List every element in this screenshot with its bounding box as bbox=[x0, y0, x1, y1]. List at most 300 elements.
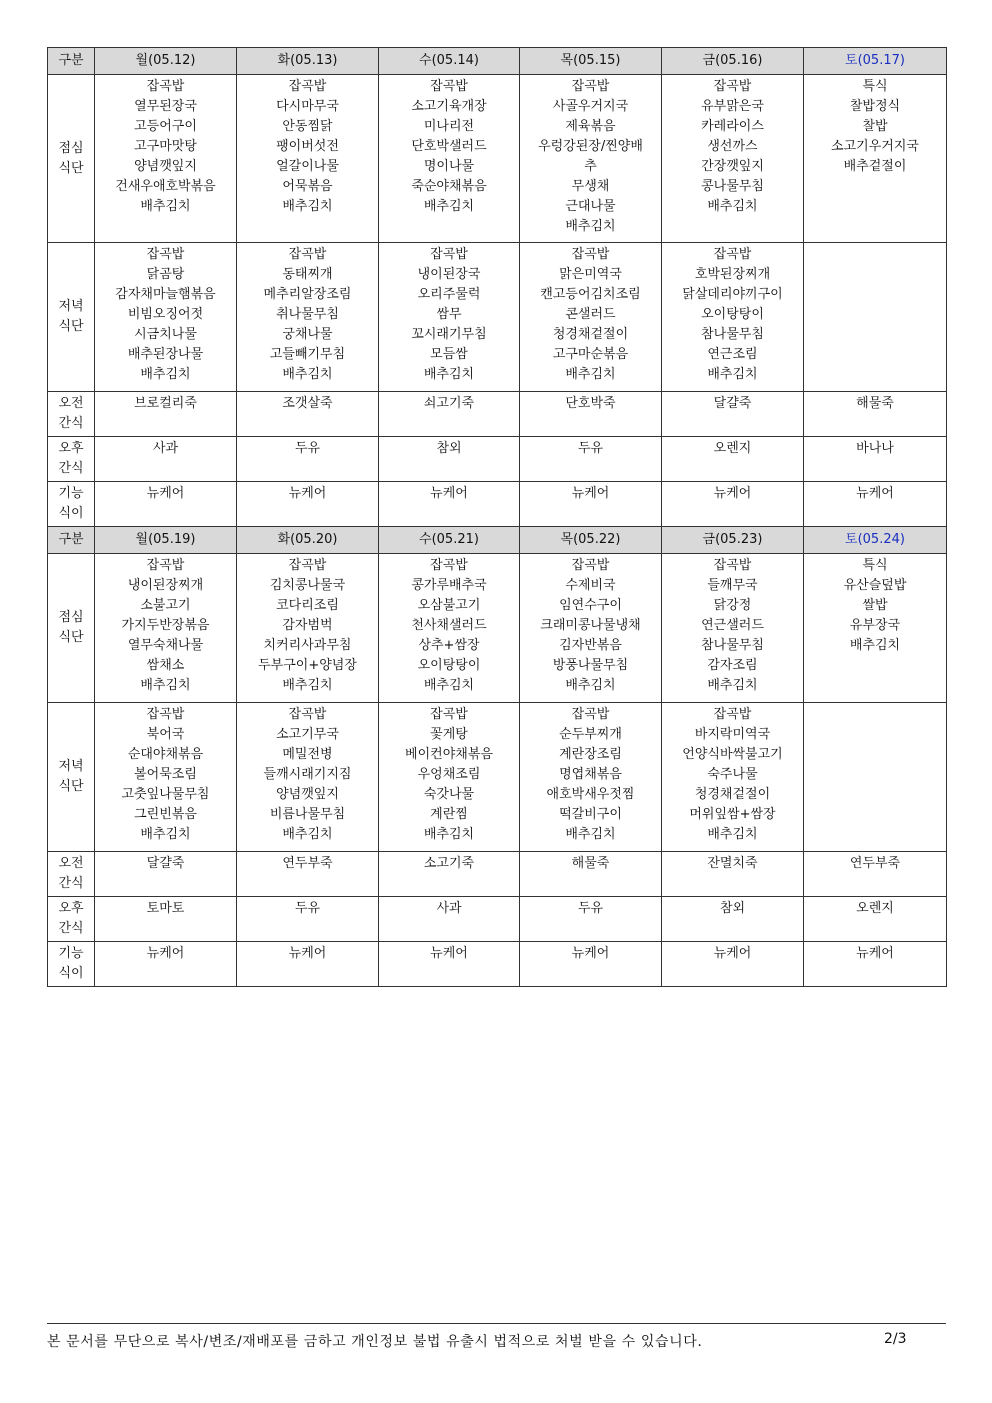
menu-item: 닭곰탕 bbox=[146, 267, 185, 282]
footer-notice: 본 문서를 무단으로 복사/변조/재배포를 금하고 개인정보 불법 유출시 법적으로 처벌 받을 수 있습니다. bbox=[47, 1334, 703, 1350]
row-label-line: 식이 bbox=[58, 966, 84, 981]
menu-cell bbox=[520, 482, 662, 527]
menu-item: 연근조림 bbox=[707, 347, 758, 362]
menu-item: 모듬쌈 bbox=[430, 347, 468, 362]
menu-item: 고춧잎나물무침 bbox=[121, 787, 210, 802]
menu-cell bbox=[237, 482, 379, 527]
menu-item: 숙갓나물 bbox=[423, 787, 475, 802]
menu-item: 연두부죽 bbox=[282, 856, 333, 871]
menu-item: 사과 bbox=[436, 901, 462, 916]
row-label bbox=[48, 243, 95, 392]
menu-item: 배추김치 bbox=[140, 199, 191, 214]
menu-item: 카레라이스 bbox=[701, 119, 764, 134]
menu-item: 뉴케어 bbox=[146, 486, 185, 501]
menu-item: 달걀죽 bbox=[146, 856, 185, 871]
menu-cell bbox=[237, 75, 379, 243]
menu-item: 해물죽 bbox=[856, 396, 894, 411]
header-label: 구분 bbox=[48, 527, 95, 554]
menu-item: 명엽채볶음 bbox=[559, 767, 622, 782]
menu-cell bbox=[95, 554, 237, 703]
menu-cell bbox=[520, 554, 662, 703]
menu-item: 잡곡밥 bbox=[430, 247, 468, 262]
header-label: 구분 bbox=[48, 48, 95, 75]
menu-item: 잡곡밥 bbox=[288, 247, 327, 262]
menu-item: 우엉채조림 bbox=[417, 767, 481, 782]
menu-item: 참나물무침 bbox=[701, 638, 764, 653]
menu-item: 치커리사과무침 bbox=[263, 638, 352, 653]
menu-item: 호박된장찌개 bbox=[694, 267, 771, 282]
row-label-line: 저녁 bbox=[58, 299, 84, 314]
menu-item: 콩가루배추국 bbox=[411, 578, 487, 593]
menu-item: 배추김치 bbox=[707, 827, 758, 842]
menu-cell bbox=[804, 852, 947, 897]
day-header: 목(05.15) bbox=[520, 48, 662, 75]
menu-item: 수제비국 bbox=[565, 578, 616, 593]
menu-item: 배추겉절이 bbox=[843, 159, 907, 174]
menu-cell bbox=[520, 942, 662, 987]
row-label-line: 오후 bbox=[58, 901, 84, 916]
menu-item: 배추된장나물 bbox=[127, 347, 204, 362]
menu-item: 뉴케어 bbox=[856, 486, 894, 501]
menu-item: 잡곡밥 bbox=[713, 247, 752, 262]
menu-cell bbox=[804, 392, 947, 437]
menu-cell bbox=[95, 482, 237, 527]
menu-item: 참외 bbox=[436, 441, 462, 456]
menu-cell bbox=[237, 554, 379, 703]
menu-item: 계란장조림 bbox=[559, 747, 622, 762]
menu-item: 상추+쌈장 bbox=[418, 638, 480, 653]
menu-item: 쌈채소 bbox=[146, 658, 185, 673]
day-header: 화(05.13) bbox=[237, 48, 379, 75]
menu-cell bbox=[662, 437, 804, 482]
menu-cell bbox=[520, 75, 662, 243]
menu-cell bbox=[804, 243, 947, 392]
menu-item: 김치콩나물국 bbox=[269, 578, 346, 593]
menu-item: 배추김치 bbox=[140, 367, 191, 382]
day-header: 월(05.12) bbox=[95, 48, 237, 75]
menu-item: 팽이버섯전 bbox=[276, 139, 339, 154]
meal-row bbox=[48, 554, 947, 703]
menu-item: 바나나 bbox=[856, 441, 894, 456]
row-label-line: 기능 bbox=[58, 486, 84, 501]
menu-item: 닭강정 bbox=[713, 598, 752, 613]
row-label-line: 점심 bbox=[58, 140, 84, 156]
menu-cell bbox=[662, 897, 804, 942]
menu-cell bbox=[237, 942, 379, 987]
row-label-line: 식단 bbox=[58, 630, 84, 645]
menu-cell bbox=[804, 75, 947, 243]
menu-item: 잡곡밥 bbox=[713, 558, 752, 573]
menu-item: 배추김치 bbox=[282, 678, 333, 693]
menu-item: 유산슬덮밥 bbox=[843, 578, 907, 593]
menu-item: 뉴케어 bbox=[288, 486, 327, 501]
menu-cell bbox=[379, 897, 520, 942]
menu-item: 배추김치 bbox=[423, 199, 475, 214]
menu-cell bbox=[662, 75, 804, 243]
menu-item: 동태찌개 bbox=[282, 267, 333, 282]
menu-item: 잡곡밥 bbox=[288, 558, 327, 573]
menu-item: 꼬시래기무침 bbox=[411, 327, 487, 342]
menu-item: 토마토 bbox=[146, 901, 185, 916]
menu-item: 추 bbox=[584, 159, 597, 174]
menu-item: 뉴케어 bbox=[288, 946, 327, 961]
menu-item: 안동찜닭 bbox=[282, 119, 333, 134]
menu-item: 두유 bbox=[577, 441, 604, 456]
menu-cell bbox=[237, 897, 379, 942]
menu-item: 참나물무침 bbox=[701, 327, 764, 342]
menu-item: 오리주물럭 bbox=[417, 287, 481, 302]
menu-item: 숙주나물 bbox=[707, 767, 758, 782]
menu-item: 배추김치 bbox=[423, 678, 475, 693]
menu-item: 유부장국 bbox=[849, 618, 901, 633]
menu-item: 취나물무침 bbox=[276, 307, 339, 322]
menu-item: 배추김치 bbox=[565, 827, 616, 842]
menu-item: 들깨무국 bbox=[707, 578, 758, 593]
menu-cell bbox=[662, 482, 804, 527]
menu-item: 소고기죽 bbox=[423, 856, 475, 871]
menu-item: 쇠고기죽 bbox=[423, 396, 475, 411]
menu-item: 순두부찌개 bbox=[559, 727, 622, 742]
menu-item: 뉴케어 bbox=[430, 946, 468, 961]
menu-cell bbox=[95, 942, 237, 987]
menu-cell bbox=[662, 392, 804, 437]
menu-item: 코다리조림 bbox=[276, 598, 339, 613]
menu-cell bbox=[804, 437, 947, 482]
row-label bbox=[48, 482, 95, 527]
menu-cell bbox=[237, 437, 379, 482]
day-header: 월(05.19) bbox=[95, 527, 237, 554]
meal-row bbox=[48, 437, 947, 482]
menu-item: 배추김치 bbox=[707, 199, 758, 214]
menu-item: 특식 bbox=[862, 558, 888, 573]
menu-item: 간장깻잎지 bbox=[701, 159, 764, 174]
menu-item: 잡곡밥 bbox=[146, 707, 185, 722]
menu-item: 머위잎쌈+쌈장 bbox=[689, 807, 776, 822]
menu-item: 잔멸치죽 bbox=[707, 856, 758, 871]
menu-cell bbox=[95, 392, 237, 437]
menu-item: 특식 bbox=[862, 79, 888, 94]
menu-item: 연근샐러드 bbox=[701, 618, 764, 633]
menu-item: 브로컬리죽 bbox=[134, 396, 197, 411]
menu-item: 볼어묵조림 bbox=[134, 767, 197, 782]
menu-item: 제육볶음 bbox=[565, 119, 616, 134]
menu-item: 잡곡밥 bbox=[146, 558, 185, 573]
menu-item: 고등어구이 bbox=[134, 119, 197, 134]
menu-item: 두유 bbox=[294, 901, 321, 916]
menu-item: 배추김치 bbox=[423, 367, 475, 382]
menu-item: 찰밥정식 bbox=[849, 99, 901, 114]
meal-row bbox=[48, 482, 947, 527]
menu-item: 잡곡밥 bbox=[571, 79, 610, 94]
menu-item: 잡곡밥 bbox=[571, 558, 610, 573]
menu-item: 배추김치 bbox=[140, 678, 191, 693]
meal-row bbox=[48, 852, 947, 897]
menu-item: 배추김치 bbox=[423, 827, 475, 842]
menu-item: 소고기육개장 bbox=[411, 99, 487, 114]
menu-item: 계란찜 bbox=[430, 807, 468, 822]
menu-item: 잡곡밥 bbox=[288, 79, 327, 94]
menu-item: 단호박죽 bbox=[565, 396, 616, 411]
menu-cell bbox=[237, 392, 379, 437]
day-header: 금(05.23) bbox=[662, 527, 804, 554]
menu-cell bbox=[662, 852, 804, 897]
menu-item: 베이컨야채볶음 bbox=[405, 747, 493, 762]
menu-item: 꽃게탕 bbox=[430, 727, 468, 742]
menu-item: 쌈무 bbox=[436, 307, 462, 322]
menu-item: 잡곡밥 bbox=[146, 79, 185, 94]
menu-item: 메밀전병 bbox=[282, 747, 333, 762]
row-label-line: 간식 bbox=[58, 876, 84, 891]
menu-item: 청경채겉절이 bbox=[694, 787, 771, 802]
menu-item: 궁채나물 bbox=[282, 327, 333, 342]
menu-item: 배추김치 bbox=[140, 827, 191, 842]
menu-item: 방풍나물무침 bbox=[552, 658, 629, 673]
menu-item: 배추김치 bbox=[282, 827, 333, 842]
menu-item: 소고기무국 bbox=[276, 727, 339, 742]
menu-item: 그린빈볶음 bbox=[134, 807, 197, 822]
day-header: 목(05.22) bbox=[520, 527, 662, 554]
menu-item: 얼갈이나물 bbox=[276, 159, 339, 174]
menu-item: 단호박샐러드 bbox=[411, 139, 487, 154]
row-label bbox=[48, 703, 95, 852]
menu-item: 열무숙채나물 bbox=[127, 638, 204, 653]
menu-item: 뉴케어 bbox=[571, 946, 610, 961]
menu-cell bbox=[237, 243, 379, 392]
menu-item: 두부구이+양념장 bbox=[258, 658, 357, 673]
row-label bbox=[48, 392, 95, 437]
day-header: 금(05.16) bbox=[662, 48, 804, 75]
row-label-line: 기능 bbox=[58, 946, 84, 961]
menu-item: 사과 bbox=[152, 441, 179, 456]
row-label-line: 오후 bbox=[58, 441, 84, 456]
menu-item: 배추김치 bbox=[565, 678, 616, 693]
menu-item: 뉴케어 bbox=[856, 946, 894, 961]
row-label-line: 간식 bbox=[58, 921, 84, 936]
menu-cell bbox=[662, 942, 804, 987]
row-label-line: 식단 bbox=[58, 779, 84, 794]
menu-item: 오삼불고기 bbox=[417, 598, 481, 613]
row-label bbox=[48, 75, 95, 243]
row-label-line: 저녁 bbox=[58, 759, 84, 774]
menu-item: 잡곡밥 bbox=[430, 79, 468, 94]
week-header-row bbox=[48, 527, 947, 554]
menu-cell bbox=[95, 897, 237, 942]
menu-item: 크래미콩나물냉채 bbox=[540, 618, 641, 633]
menu-item: 잡곡밥 bbox=[571, 707, 610, 722]
page-number: 2/3 bbox=[884, 1331, 907, 1347]
row-label-line: 오전 bbox=[58, 856, 84, 871]
menu-cell bbox=[520, 437, 662, 482]
menu-cell bbox=[520, 392, 662, 437]
meal-row bbox=[48, 942, 947, 987]
menu-item: 뉴케어 bbox=[713, 946, 752, 961]
menu-cell bbox=[804, 703, 947, 852]
menu-item: 감자범벅 bbox=[282, 618, 333, 633]
menu-item: 조갯살죽 bbox=[282, 396, 333, 411]
menu-item: 잡곡밥 bbox=[430, 558, 468, 573]
menu-item: 달걀죽 bbox=[713, 396, 752, 411]
menu-item: 유부맑은국 bbox=[701, 99, 764, 114]
menu-item: 북어국 bbox=[146, 727, 185, 742]
menu-item: 쌀밥 bbox=[862, 598, 888, 613]
menu-item: 메추리알장조림 bbox=[263, 287, 352, 302]
menu-cell bbox=[804, 554, 947, 703]
menu-cell bbox=[379, 243, 520, 392]
menu-item: 두유 bbox=[577, 901, 604, 916]
menu-item: 배추김치 bbox=[282, 367, 333, 382]
menu-cell bbox=[520, 897, 662, 942]
day-header: 토(05.17) bbox=[804, 48, 947, 75]
menu-item: 죽순야채볶음 bbox=[411, 179, 487, 194]
menu-item: 콩나물무침 bbox=[701, 179, 764, 194]
menu-cell bbox=[379, 482, 520, 527]
menu-cell bbox=[662, 243, 804, 392]
menu-cell bbox=[520, 703, 662, 852]
menu-item: 맑은미역국 bbox=[559, 267, 622, 282]
menu-item: 양념깻잎지 bbox=[134, 159, 197, 174]
menu-item: 닭살데리야끼구이 bbox=[682, 287, 783, 302]
menu-item: 바지락미역국 bbox=[694, 727, 771, 742]
menu-item: 다시마무국 bbox=[276, 99, 339, 114]
menu-item: 잡곡밥 bbox=[571, 247, 610, 262]
menu-item: 근대나물 bbox=[565, 199, 616, 214]
menu-cell bbox=[379, 554, 520, 703]
meal-row bbox=[48, 897, 947, 942]
menu-item: 천사채샐러드 bbox=[411, 618, 487, 633]
menu-item: 두유 bbox=[294, 441, 321, 456]
meal-row bbox=[48, 392, 947, 437]
menu-item: 명이나물 bbox=[423, 159, 475, 174]
menu-item: 소불고기 bbox=[140, 598, 191, 613]
menu-item: 배추김치 bbox=[707, 367, 758, 382]
meal-row bbox=[48, 703, 947, 852]
row-label bbox=[48, 942, 95, 987]
menu-item: 배추김치 bbox=[565, 367, 616, 382]
row-label-line: 오전 bbox=[58, 396, 84, 411]
menu-item: 콘샐러드 bbox=[565, 307, 616, 322]
menu-cell bbox=[379, 75, 520, 243]
menu-item: 감자조림 bbox=[707, 658, 758, 673]
menu-item: 잡곡밥 bbox=[713, 79, 752, 94]
menu-item: 배추김치 bbox=[565, 219, 616, 234]
menu-item: 잡곡밥 bbox=[146, 247, 185, 262]
menu-item: 배추김치 bbox=[849, 638, 901, 653]
row-label bbox=[48, 897, 95, 942]
menu-item: 잡곡밥 bbox=[288, 707, 327, 722]
meal-row bbox=[48, 243, 947, 392]
menu-item: 떡갈비구이 bbox=[559, 807, 622, 822]
menu-item: 뉴케어 bbox=[146, 946, 185, 961]
menu-item: 고구마순볶음 bbox=[552, 347, 629, 362]
menu-item: 찰밥 bbox=[862, 119, 888, 134]
menu-item: 건새우애호박볶음 bbox=[115, 179, 216, 194]
menu-item: 사골우거지국 bbox=[552, 99, 629, 114]
day-header: 토(05.24) bbox=[804, 527, 947, 554]
week-header-row bbox=[48, 48, 947, 75]
menu-item: 소고기우거지국 bbox=[831, 139, 919, 154]
menu-item: 가지두반장볶음 bbox=[121, 618, 210, 633]
menu-cell bbox=[662, 703, 804, 852]
day-header: 수(05.21) bbox=[379, 527, 520, 554]
menu-cell bbox=[662, 554, 804, 703]
menu-item: 미나리전 bbox=[423, 119, 475, 134]
day-header: 수(05.14) bbox=[379, 48, 520, 75]
row-label bbox=[48, 437, 95, 482]
menu-item: 냉이된장국 bbox=[417, 267, 481, 282]
menu-item: 배추김치 bbox=[707, 678, 758, 693]
menu-item: 청경채겉절이 bbox=[552, 327, 629, 342]
menu-item: 연두부죽 bbox=[849, 856, 901, 871]
menu-item: 비빔오징어젓 bbox=[127, 307, 204, 322]
menu-item: 생선까스 bbox=[707, 139, 758, 154]
row-label bbox=[48, 554, 95, 703]
menu-cell bbox=[379, 437, 520, 482]
menu-item: 냉이된장찌개 bbox=[127, 578, 204, 593]
menu-cell bbox=[95, 703, 237, 852]
menu-cell bbox=[379, 703, 520, 852]
menu-item: 참외 bbox=[719, 901, 746, 916]
menu-item: 오이탕탕이 bbox=[417, 658, 481, 673]
row-label-line: 식단 bbox=[58, 319, 84, 334]
menu-item: 순대야채볶음 bbox=[127, 747, 204, 762]
menu-item: 애호박새우젓찜 bbox=[546, 787, 635, 802]
meal-menu-table bbox=[47, 47, 947, 987]
menu-item: 해물죽 bbox=[571, 856, 610, 871]
menu-cell bbox=[804, 897, 947, 942]
menu-item: 임연수구이 bbox=[559, 598, 622, 613]
menu-item: 무생채 bbox=[571, 179, 610, 194]
menu-item: 잡곡밥 bbox=[713, 707, 752, 722]
footer-divider bbox=[47, 1323, 946, 1324]
menu-cell bbox=[804, 942, 947, 987]
row-label bbox=[48, 852, 95, 897]
menu-item: 열무된장국 bbox=[134, 99, 197, 114]
menu-cell bbox=[95, 852, 237, 897]
menu-cell bbox=[379, 392, 520, 437]
menu-item: 뉴케어 bbox=[571, 486, 610, 501]
menu-cell bbox=[379, 852, 520, 897]
row-label-line: 간식 bbox=[58, 461, 84, 476]
menu-item: 배추김치 bbox=[282, 199, 333, 214]
menu-cell bbox=[95, 243, 237, 392]
menu-item: 언양식바싹불고기 bbox=[682, 747, 783, 762]
meal-row bbox=[48, 75, 947, 243]
menu-item: 들깨시래기지짐 bbox=[263, 767, 352, 782]
menu-cell bbox=[237, 852, 379, 897]
menu-item: 고들빼기무침 bbox=[269, 347, 346, 362]
row-label-line: 식이 bbox=[58, 506, 84, 521]
menu-cell bbox=[520, 243, 662, 392]
menu-cell bbox=[379, 942, 520, 987]
menu-item: 우렁강된장/찐양배 bbox=[538, 139, 643, 154]
menu-item: 시금치나물 bbox=[134, 327, 197, 342]
menu-item: 캔고등어김치조림 bbox=[540, 287, 641, 302]
menu-item: 김자반볶음 bbox=[559, 638, 622, 653]
menu-cell bbox=[520, 852, 662, 897]
day-header: 화(05.20) bbox=[237, 527, 379, 554]
menu-item: 고구마맛탕 bbox=[134, 139, 197, 154]
menu-cell bbox=[237, 703, 379, 852]
menu-item: 잡곡밥 bbox=[430, 707, 468, 722]
menu-item: 오이탕탕이 bbox=[701, 307, 764, 322]
menu-item: 오렌지 bbox=[713, 441, 752, 456]
menu-item: 감자채마늘햄볶음 bbox=[115, 287, 216, 302]
menu-cell bbox=[804, 482, 947, 527]
menu-item: 뉴케어 bbox=[430, 486, 468, 501]
row-label-line: 간식 bbox=[58, 416, 84, 431]
row-label-line: 점심 bbox=[58, 610, 84, 625]
menu-cell bbox=[95, 437, 237, 482]
